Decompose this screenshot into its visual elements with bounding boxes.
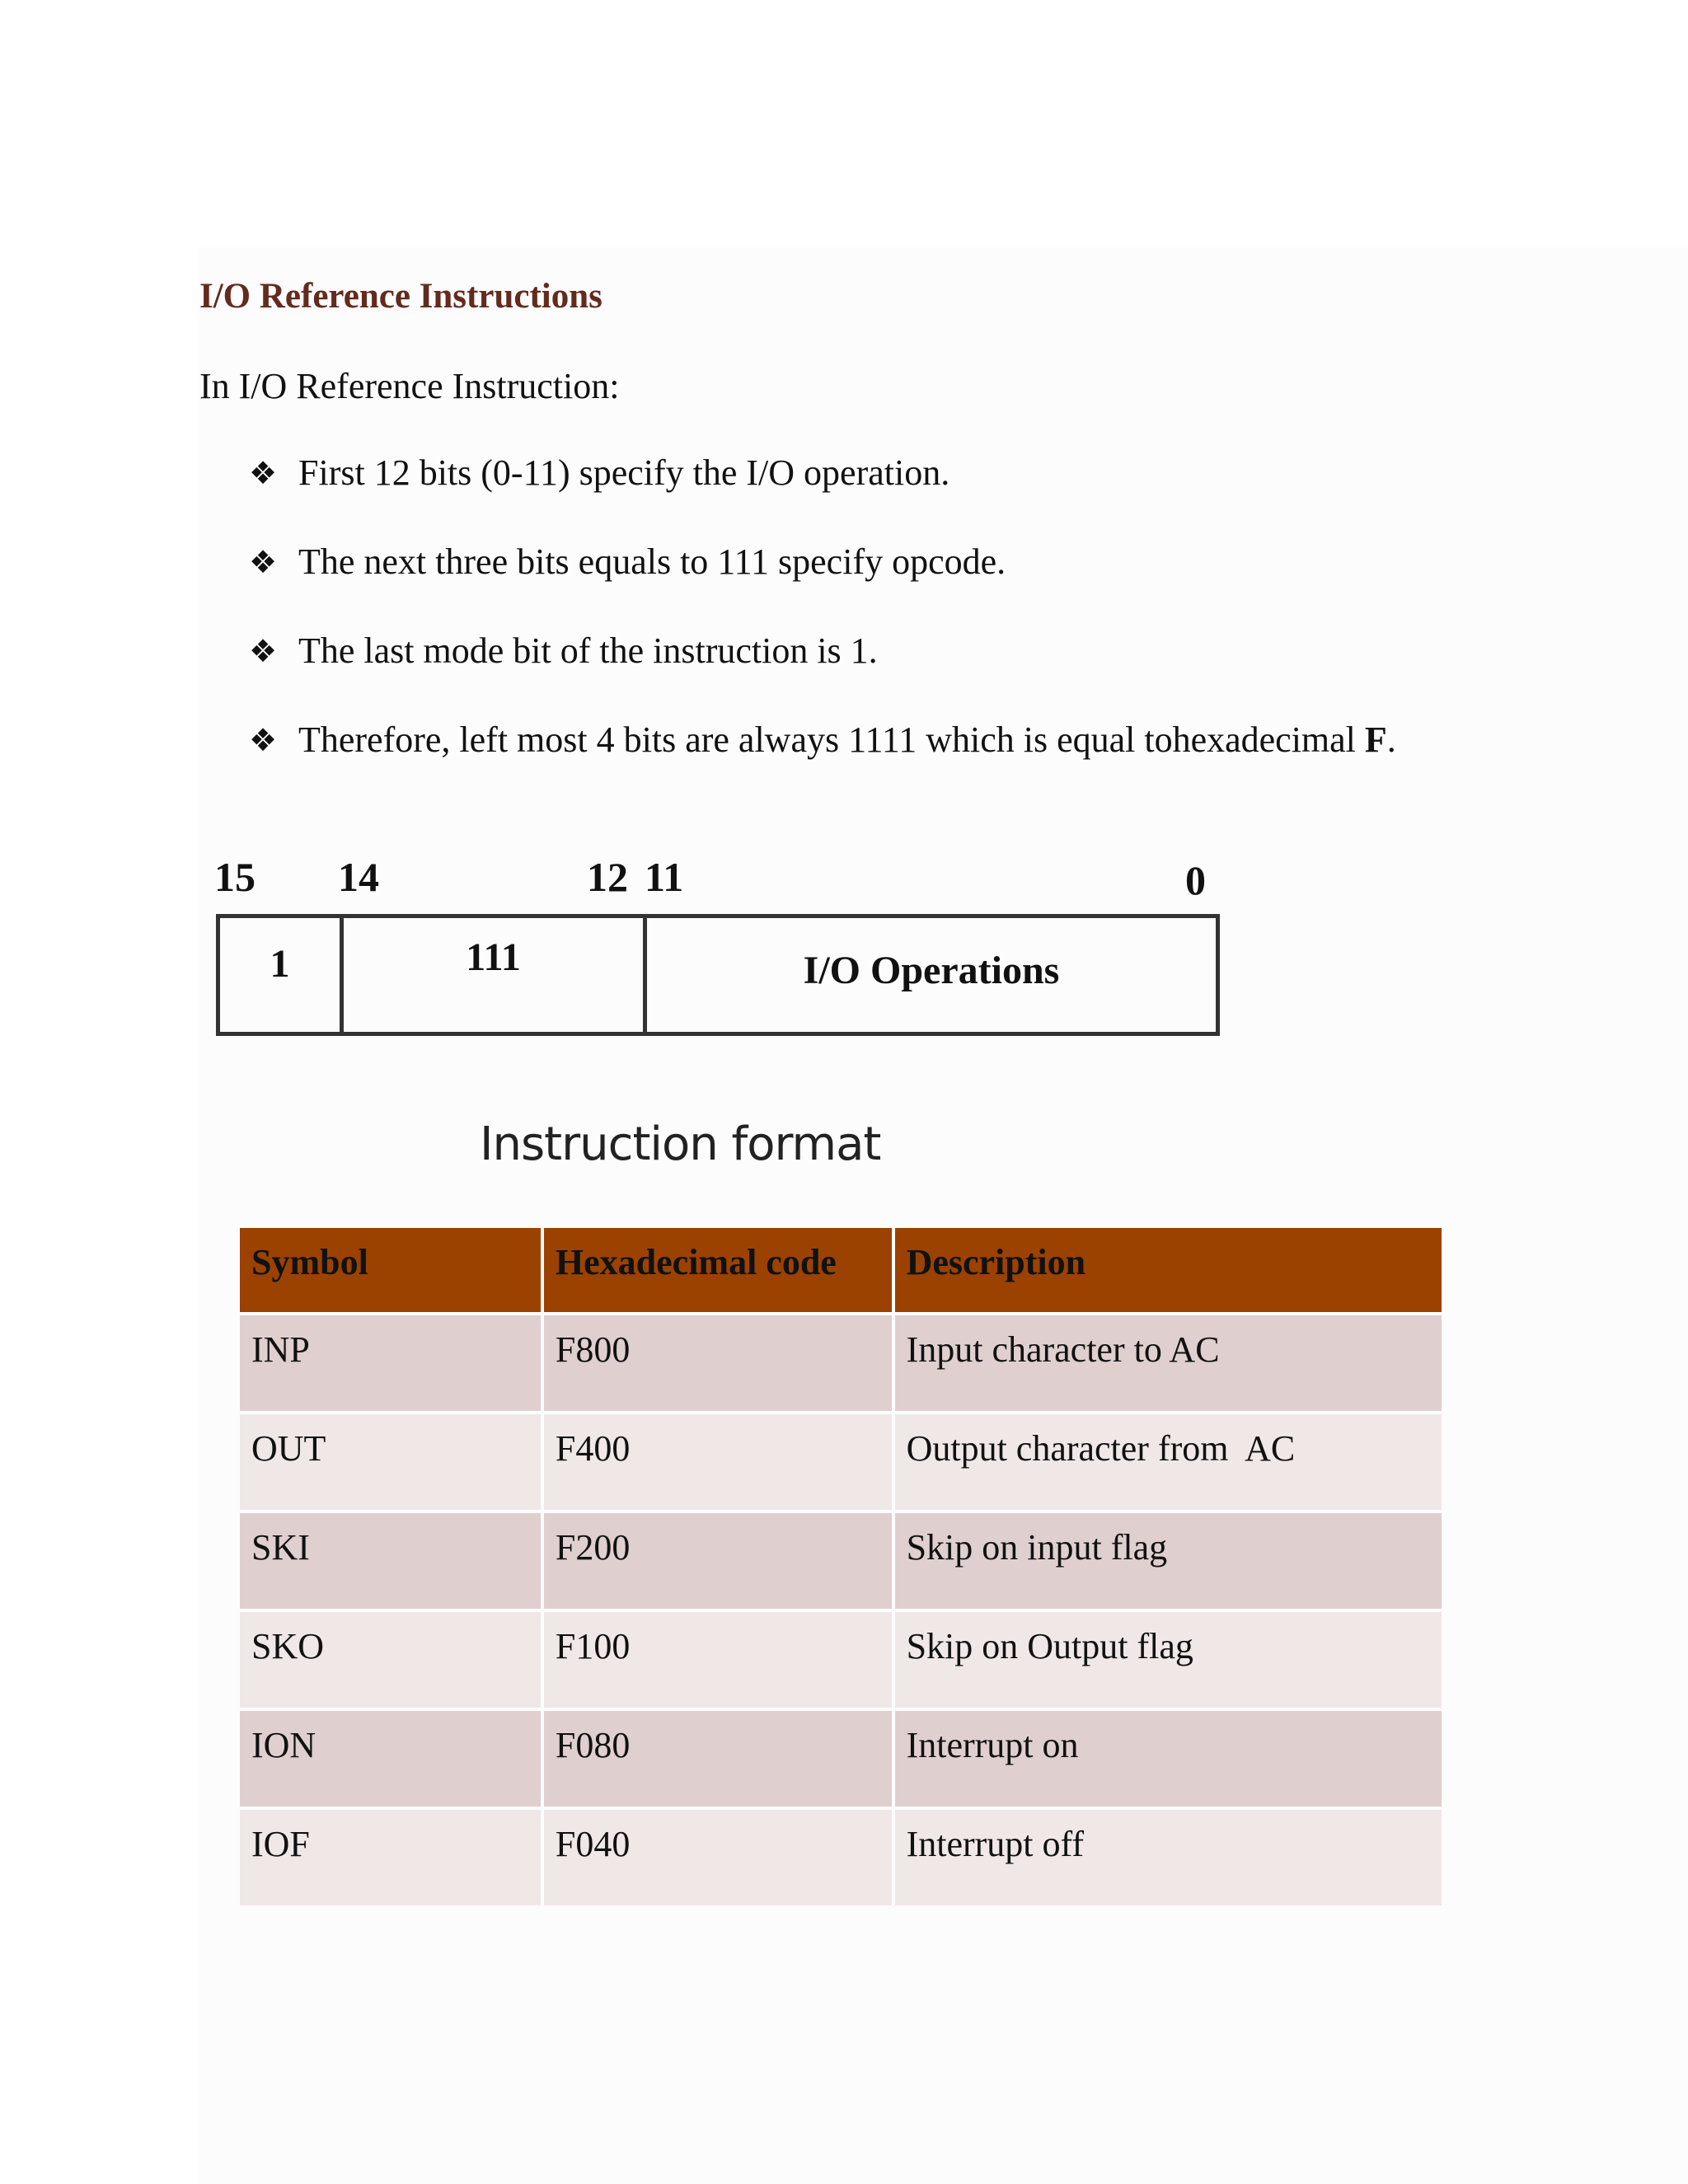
instruction-format-figure [208, 853, 1230, 1051]
hex-code-cell: F800 [544, 1315, 892, 1411]
hex-code-cell: F400 [544, 1414, 892, 1510]
bit-label: 12 [587, 854, 628, 900]
bullet-text: The next three bits equals to 111 specify opcode. [298, 541, 1006, 582]
description-cell: Skip on Output flag [895, 1612, 1442, 1708]
bullet-text-end: . [1386, 719, 1396, 760]
description-cell: Interrupt off [895, 1810, 1442, 1905]
table-row [240, 1315, 1442, 1411]
io-instructions-table [237, 1225, 1445, 1909]
hex-code-cell: F200 [544, 1513, 892, 1609]
diamond-bullet-icon: ❖ [249, 722, 278, 758]
bit-label: 14 [338, 854, 379, 900]
intro-text: In I/O Reference Instruction: [199, 366, 620, 406]
table-row [240, 1612, 1442, 1708]
description-cell: Input character to AC [895, 1315, 1442, 1411]
symbol-cell: SKO [240, 1612, 541, 1708]
description-cell: Output character from AC [895, 1414, 1442, 1510]
list-item [249, 630, 1396, 719]
table-row [240, 1513, 1442, 1609]
column-header: Hexadecimal code [544, 1228, 892, 1312]
opcode-field: 111 [344, 918, 647, 1032]
symbol-cell: SKI [240, 1513, 541, 1609]
diamond-bullet-icon: ❖ [249, 544, 278, 580]
list-item [249, 541, 1396, 630]
hex-code-cell: F080 [544, 1711, 892, 1807]
mode-bit-field: 1 [220, 918, 344, 1032]
column-header: Description [895, 1228, 1442, 1312]
table-row [240, 1711, 1442, 1807]
symbol-cell: INP [240, 1315, 541, 1411]
symbol-cell: IOF [240, 1810, 541, 1905]
bit-label: 0 [1185, 857, 1206, 903]
symbol-cell: ION [240, 1711, 541, 1807]
section-heading: I/O Reference Instructions [199, 277, 603, 316]
bullet-text-bold: F [1364, 719, 1387, 760]
list-item [249, 719, 1396, 808]
bit-label: 15 [214, 854, 256, 900]
bullet-list [249, 452, 1396, 808]
bit-label: 11 [645, 854, 684, 900]
description-cell: Interrupt on [895, 1711, 1442, 1807]
bullet-text [298, 719, 1396, 761]
symbol-cell: OUT [240, 1414, 541, 1510]
list-item [249, 452, 1396, 541]
hex-code-cell: F100 [544, 1612, 892, 1708]
instruction-format-box [216, 914, 1220, 1036]
diamond-bullet-icon: ❖ [249, 633, 278, 669]
io-operations-field: I/O Operations [803, 949, 1060, 992]
table-header-row [240, 1228, 1442, 1312]
bullet-text: First 12 bits (0-11) specify the I/O operation. [298, 452, 950, 493]
diamond-bullet-icon: ❖ [249, 455, 278, 491]
figure-caption: Instruction format [480, 1118, 881, 1171]
table-row [240, 1810, 1442, 1905]
bullet-text: The last mode bit of the instruction is 1. [298, 630, 878, 671]
column-header: Symbol [240, 1228, 541, 1312]
table-row [240, 1414, 1442, 1510]
bullet-text-main: Therefore, left most 4 bits are always 1111 which is equal tohexadecimal [298, 719, 1365, 760]
description-cell: Skip on input flag [895, 1513, 1442, 1609]
hex-code-cell: F040 [544, 1810, 892, 1905]
